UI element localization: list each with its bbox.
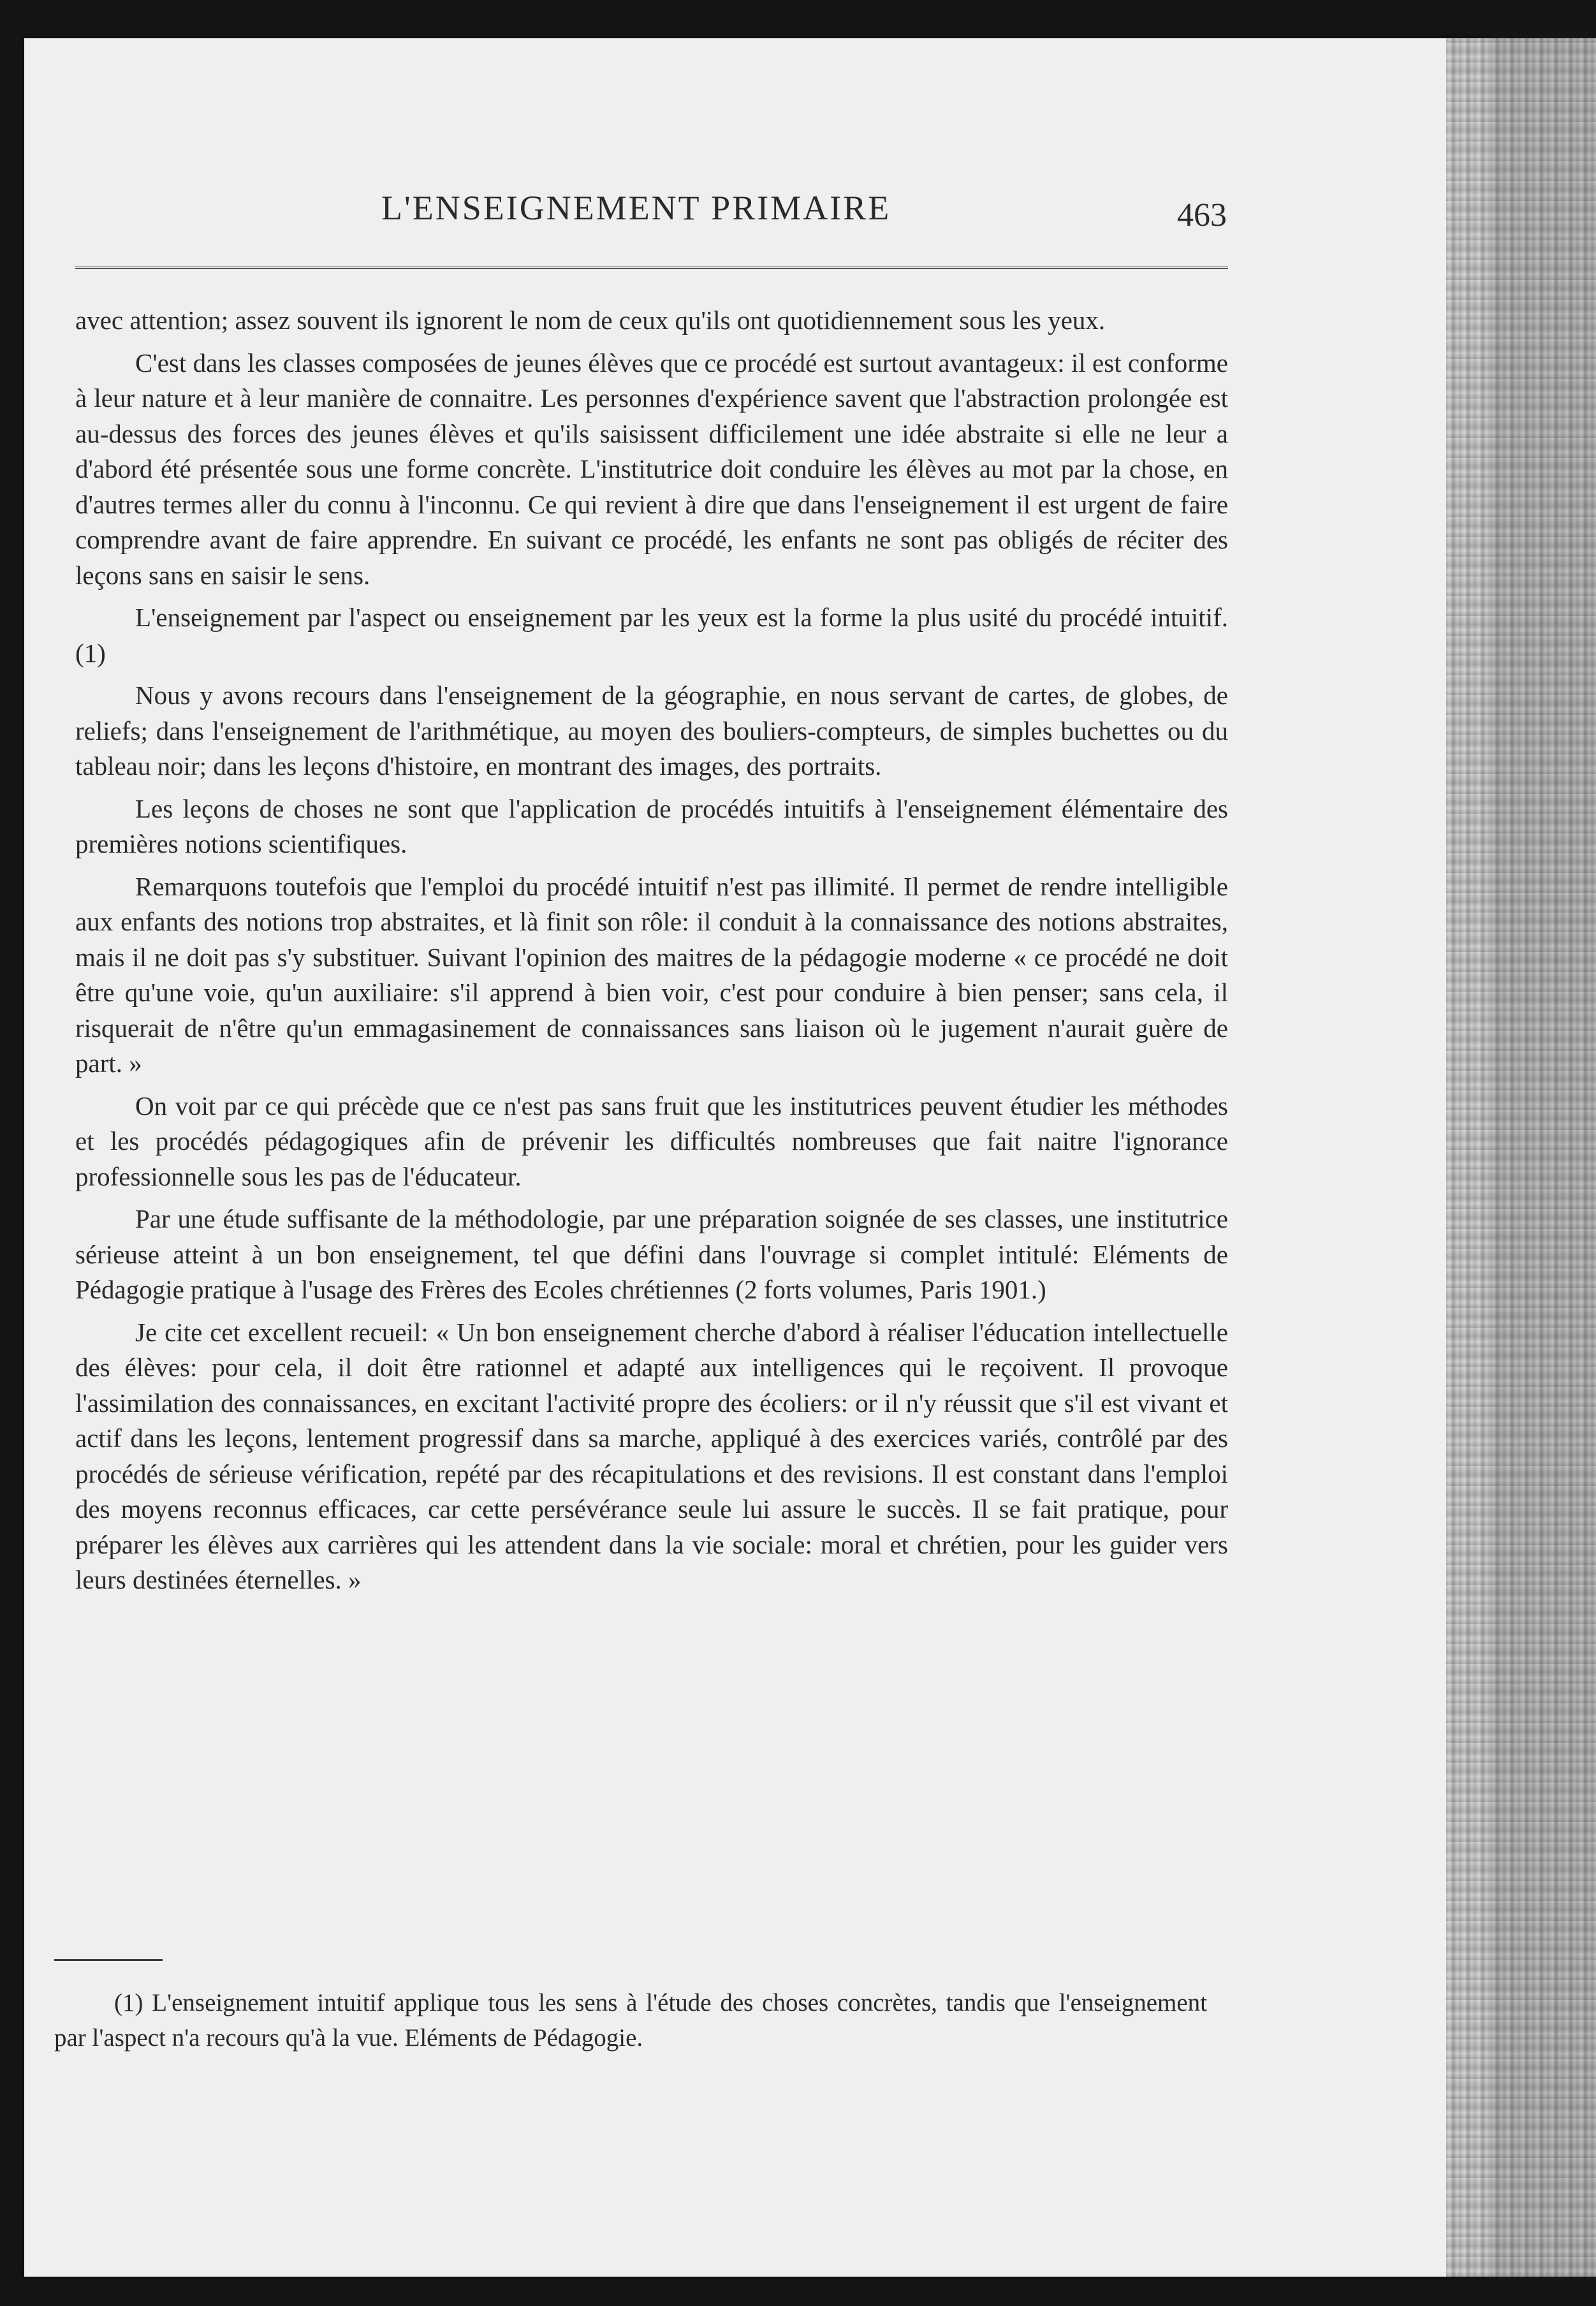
paragraph-4: Nous y avons recours dans l'enseignement de la géographie, en nous servant de cartes, de globes, de reliefs; dans l'enseignement de l'arithmétique, au moyen des bouliers-compteurs, de simples buchettes ou du tableau noir; dans les leçons d'histoire, en montrant des images, des portraits. bbox=[75, 680, 1228, 781]
footnote-rule bbox=[54, 1959, 163, 1961]
page-edge-texture bbox=[1446, 38, 1596, 2277]
paragraph-9: Je cite cet excellent recueil: « Un bon enseignement cherche d'abord à réaliser l'éducation intellectuelle des élèves: pour cela, il doit être rationnel et adapté aux intelligences qui le reçoivent. Il provoque l'assimilation des connaissances, en excitant l'activité propre des écoliers: or il n'y réussit que s'il est vivant et actif dans les leçons, lentement progressif dans sa marche, appliqué à des exercices variés, contrôlé par des procédés de sérieuse vérification, repété par des récapitulations et des revisions. Il est constant dans l'emploi des moyens reconnus efficaces, car cette persévérance seule lui assure le succès. Il se fait pratique, pour préparer les élèves aux carrières qui les attendent dans la vie sociale: moral et chrétien, pour les guider vers leurs destinées éternelles. » bbox=[75, 1317, 1228, 1594]
paragraph-3: L'enseignement par l'aspect ou enseignement par les yeux est la forme la plus usité du procédé intuitif. (1) bbox=[75, 603, 1228, 668]
paragraph-8: Par une étude suffisante de la méthodologie, par une préparation soignée de ses classes, une institutrice sérieuse atteint à un bon enseignement, tel que défini dans l'ouvrage si complet intitulé: Eléments de Pédagogie pratique à l'usage des Frères des Ecoles chrétiennes (2 forts volumes, Paris 1901.) bbox=[75, 1204, 1228, 1304]
paragraph-7: On voit par ce qui précède que ce n'est pas sans fruit que les institutrices peuvent étudier les méthodes et les procédés pédagogiques afin de prévenir les difficultés nombreuses que fait naitre l'ignorance professionnelle sous les pas de l'éducateur. bbox=[75, 1091, 1228, 1191]
paragraph-1: avec attention; assez souvent ils ignorent le nom de ceux qu'ils ont quotidiennement sous les yeux. bbox=[75, 305, 1106, 335]
body-text bbox=[75, 303, 1228, 1605]
header-rule bbox=[75, 267, 1228, 269]
paragraph-5: Les leçons de choses ne sont que l'application de procédés intuitifs à l'enseignement élémentaire des premières notions scientifiques. bbox=[75, 793, 1228, 858]
book-page bbox=[24, 38, 1491, 2277]
paragraph-6: Remarquons toutefois que l'emploi du procédé intuitif n'est pas illimité. Il permet de rendre intelligible aux enfants des notions trop abstraites, et là finit son rôle: il conduit à la connaissance des notions abstraites, mais il ne doit pas s'y substituer. Suivant l'opinion des maitres de la pédagogie moderne « ce procédé ne doit être qu'une voie, qu'un auxiliaire: s'il apprend à bien voir, c'est pour conduire à bien penser; sans cela, il risquerait de n'être qu'un emmagasinement de connaissances sans liaison où le jugement n'aurait guère de part. » bbox=[75, 871, 1228, 1078]
running-head: L'ENSEIGNEMENT PRIMAIRE bbox=[381, 189, 891, 227]
footnote: (1) L'enseignement intuitif applique tous les sens à l'étude des choses concrètes, tandis que l'enseignement par l'aspect n'a recours qu'à la vue. Eléments de Pédagogie. bbox=[54, 1989, 1207, 2052]
paragraph-2: C'est dans les classes composées de jeunes élèves que ce procédé est surtout avantageux: il est conforme à leur nature et à leur manière de connaitre. Les personnes d'expérience savent que l'abstraction prolongée est au-dessus des forces des jeunes élèves et qu'ils saisissent difficilement une idée abstraite si elle ne leur a d'abord été présentée sous une forme concrète. L'institutrice doit conduire les élèves au mot par la chose, en d'autres termes aller du connu à l'inconnu. Ce qui revient à dire que dans l'enseignement il est urgent de faire comprendre avant de faire apprendre. En suivant ce procédé, les enfants ne sont pas obligés de réciter des leçons sans en saisir le sens. bbox=[75, 348, 1228, 590]
page-number: 463 bbox=[1177, 197, 1227, 233]
